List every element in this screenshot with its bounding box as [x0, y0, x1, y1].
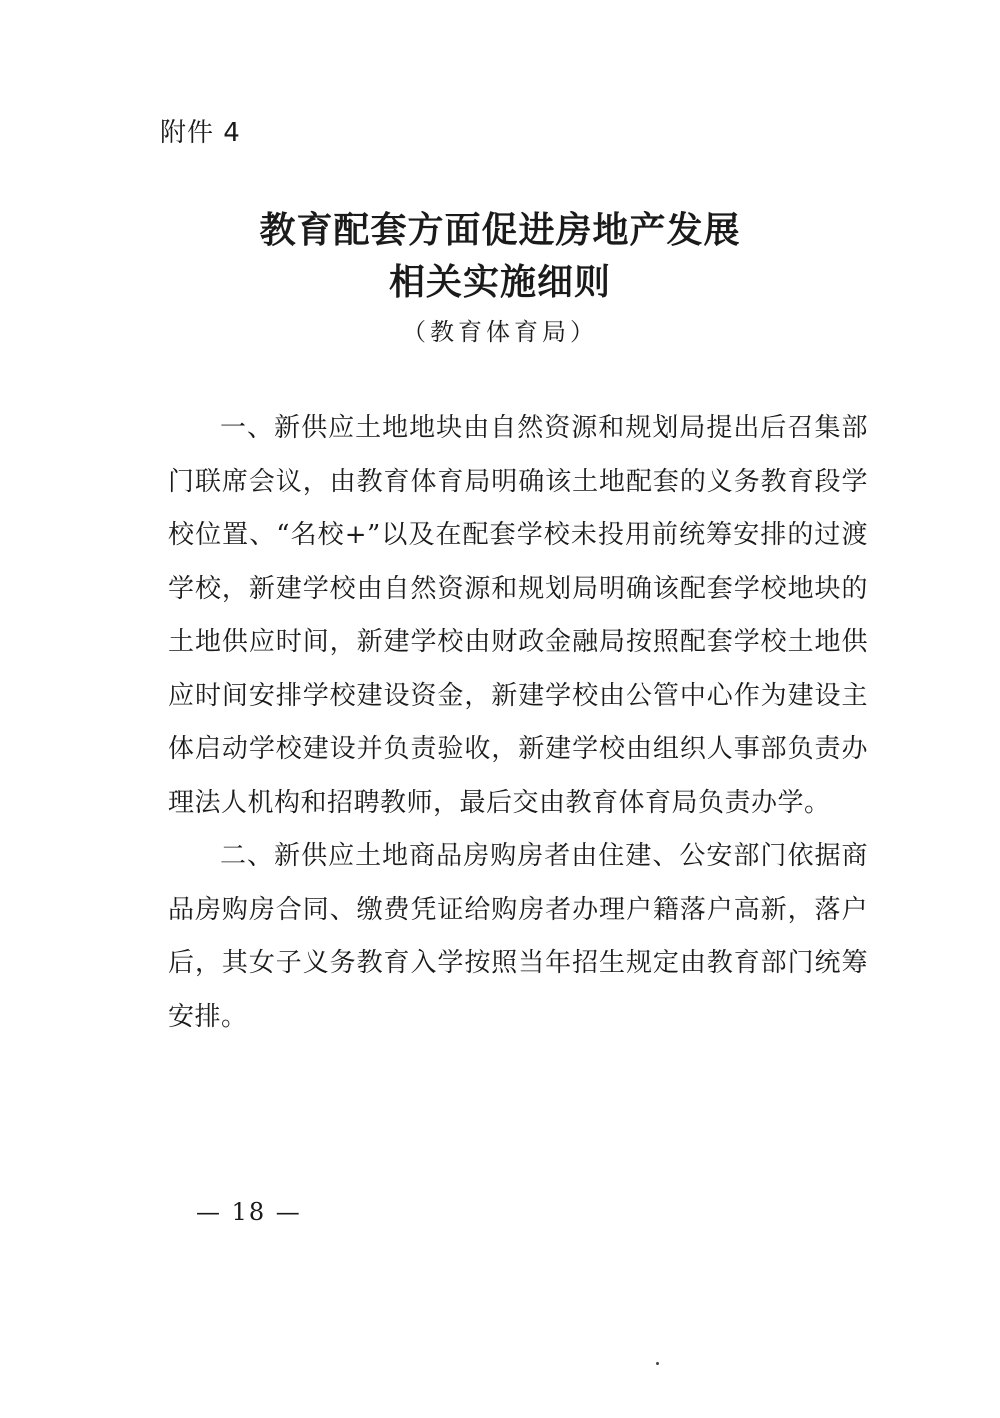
document-title-line-1: 教育配套方面促进房地产发展	[259, 209, 741, 251]
scan-speck	[656, 1362, 659, 1365]
document-body	[168, 402, 868, 1044]
paragraph-1: 一、新供应土地地块由自然资源和规划局提出后召集部门联席会议，由教育体育局明确该土地配套的义务教育段学校位置、“名校+”以及在配套学校未投用前统筹安排的过渡学校，新建学校由自然资源和规划局明确该配套学校地块的土地供应时间，新建学校由财政金融局按照配套学校土地供应时间安排学校建设资金，新建学校由公管中心作为建设主体启动学校建设并负责验收，新建学校由组织人事部负责办理法人机构和招聘教师，最后交由教育体育局负责办学。	[168, 413, 868, 818]
attachment-label: 附件 4	[160, 118, 241, 148]
document-title-line-2: 相关实施细则	[388, 261, 611, 303]
paragraph-2: 二、新供应土地商品房购房者由住建、公安部门依据商品房购房合同、缴费凭证给购房者办理户籍落户高新，落户后，其女子义务教育入学按照当年招生规定由教育部门统筹安排。	[168, 841, 868, 1032]
page-number: — 18 —	[196, 1198, 302, 1226]
issuer-label: （教育体育局）	[402, 318, 598, 346]
